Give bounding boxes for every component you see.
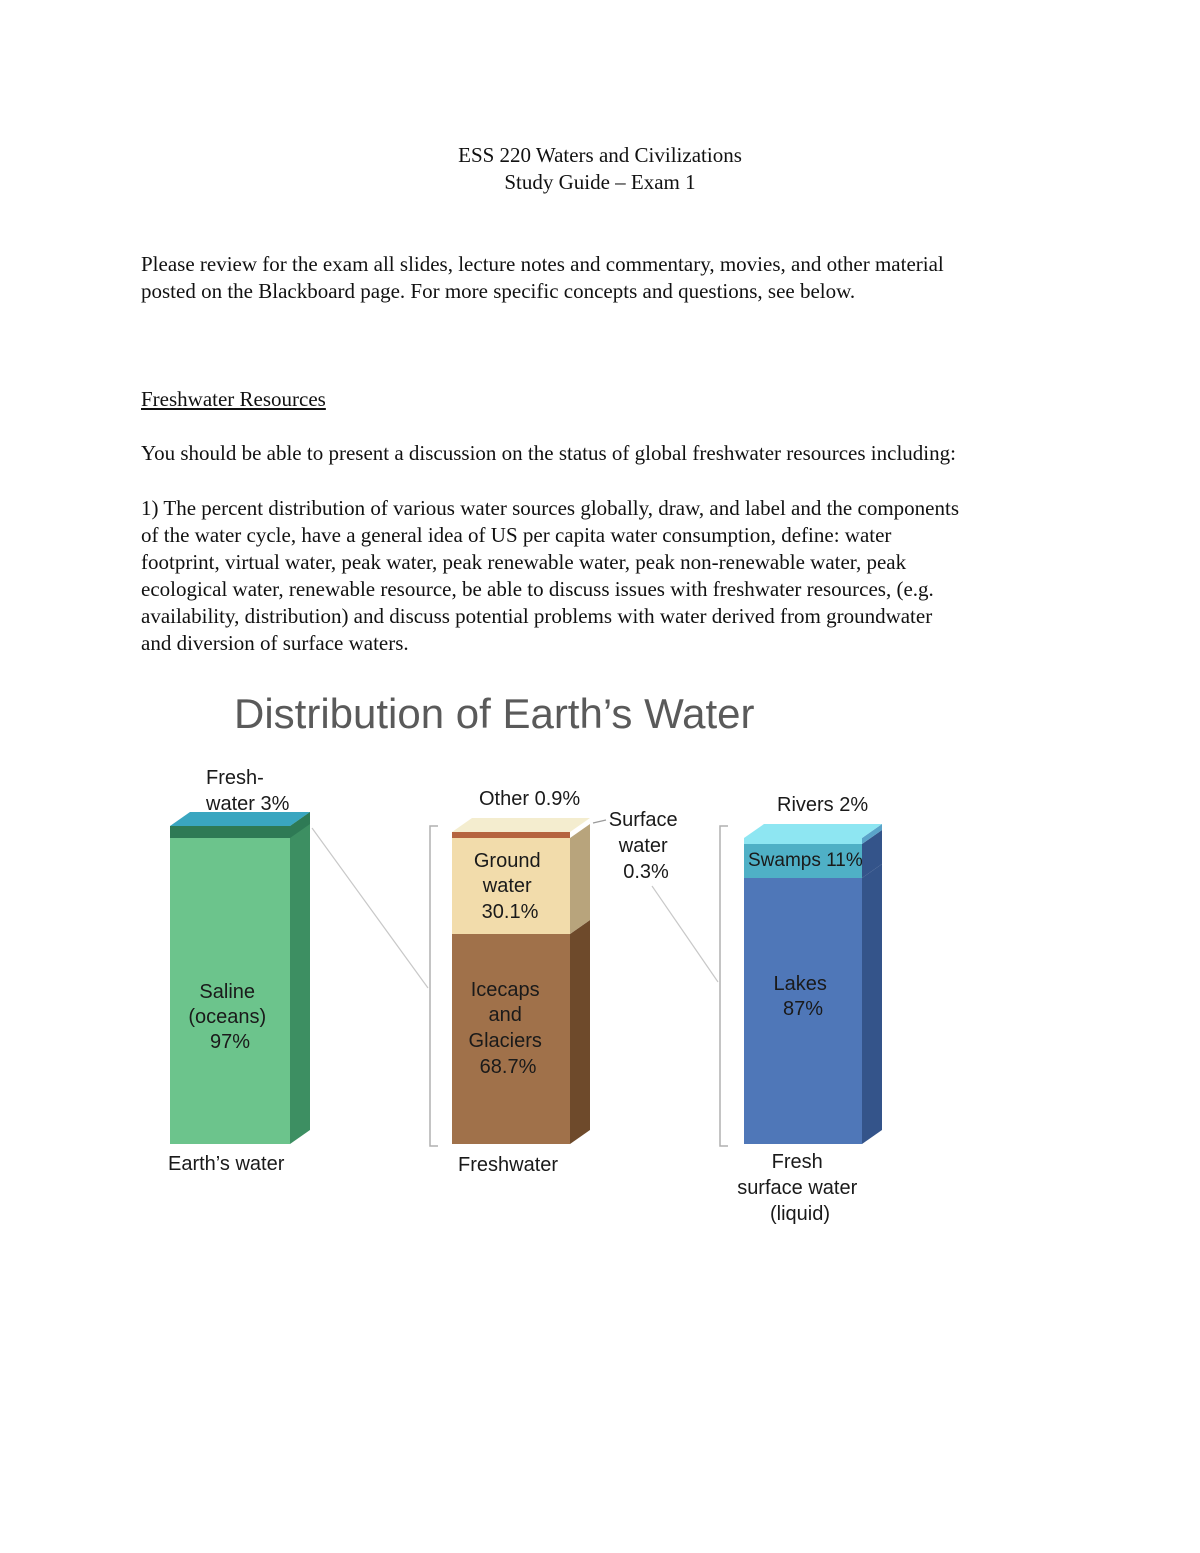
bracket-freshwater — [430, 826, 438, 1146]
intro-paragraph — [141, 251, 1071, 305]
bar3-top-face — [744, 824, 882, 838]
item-1-line: 1) The percent distribution of various water sources globally, draw, and label and the components — [141, 496, 959, 520]
label-groundwater: Ground water 30.1% — [473, 850, 541, 923]
label-freshwater-3: Fresh- water 3% — [206, 767, 290, 815]
bar2-top-face — [452, 818, 590, 832]
section-intro: You should be able to present a discussion on the status of global freshwater resources including: — [141, 441, 956, 465]
bar1-freshwater-segment — [170, 826, 290, 838]
item-1-line: availability, distribution) and discuss potential problems with water derived from groundwater — [141, 604, 933, 628]
item-1-line: ecological water, renewable resource, be able to discuss issues with freshwater resources, (e.g. — [141, 577, 934, 601]
caption-freshwater: Freshwater — [458, 1154, 559, 1176]
water-distribution-svg — [140, 680, 920, 1240]
label-lakes: Lakes 87% — [773, 973, 827, 1020]
item-1-line: of the water cycle, have a general idea of US per capita water consumption, define: water — [141, 523, 892, 547]
label-icecaps: Icecaps and Glaciers 68.7% — [468, 979, 542, 1078]
bar2-icecaps-side — [570, 920, 590, 1144]
document-title: ESS 220 Waters and Civilizations — [458, 143, 742, 167]
bar3-rivers-segment — [744, 838, 862, 844]
connector-line-1 — [312, 828, 428, 988]
intro-line-1: Please review for the exam all slides, lecture notes and commentary, movies, and other material — [141, 252, 944, 276]
caption-fresh-surface-water: Fresh surface water (liquid) — [737, 1151, 858, 1225]
connector-line-2 — [652, 886, 718, 982]
intro-line-2: posted on the Blackboard page. For more specific concepts and questions, see below. — [141, 279, 856, 303]
item-1-line: and diversion of surface waters. — [141, 631, 409, 655]
figure-title: Distribution of Earth’s Water — [234, 690, 755, 737]
document-subtitle: Study Guide – Exam 1 — [504, 170, 696, 194]
item-1-line: footprint, virtual water, peak water, peak renewable water, peak non-renewable water, peak — [141, 550, 907, 574]
bar-earths-water — [170, 812, 310, 1144]
label-saline: Saline (oceans) 97% — [188, 981, 267, 1053]
bar2-groundwater-side — [570, 824, 590, 934]
bar2-other-segment — [452, 832, 570, 838]
bar1-side — [290, 812, 310, 1144]
caption-earths-water: Earth’s water — [168, 1153, 285, 1175]
water-distribution-figure — [140, 680, 920, 1240]
label-other: Other 0.9% — [479, 788, 581, 810]
bar3-lakes-side — [862, 864, 882, 1144]
surface-water-pointer — [593, 820, 606, 823]
item-1-paragraph — [141, 495, 1071, 657]
label-rivers: Rivers 2% — [777, 794, 869, 816]
label-swamps: Swamps 11% — [748, 850, 863, 871]
bracket-surface-water — [720, 826, 728, 1146]
label-surface-water: Surface water 0.3% — [608, 809, 678, 883]
section-heading-freshwater: Freshwater Resources — [141, 387, 326, 411]
